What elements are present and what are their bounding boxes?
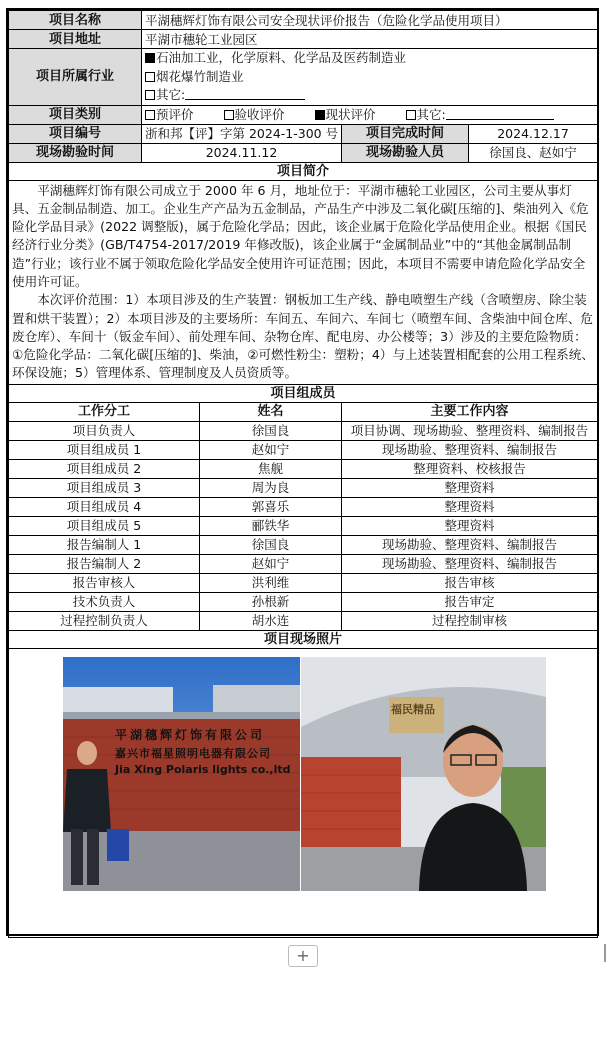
form-table: [8, 10, 598, 938]
other-blank-line: [185, 87, 305, 100]
member-duty: 过程控制审核: [342, 611, 598, 630]
member-role: 报告编制人 1: [9, 535, 200, 554]
member-name: 胡水连: [200, 611, 342, 630]
table-row: [9, 535, 598, 554]
industry-option-fireworks[interactable]: 烟花爆竹制造业: [145, 68, 594, 87]
member-duty: 报告审定: [342, 592, 598, 611]
member-role: 技术负责人: [9, 592, 200, 611]
other-blank-line: [446, 107, 554, 120]
category-option-current[interactable]: 现状评价: [315, 107, 376, 122]
member-duty: 整理资料: [342, 497, 598, 516]
project-address-label: 项目地址: [9, 30, 142, 49]
intro-text: [9, 180, 598, 384]
team-title: 项目组成员: [9, 384, 598, 402]
project-number: 浙和邦【评】字第 2024-1-300 号: [142, 124, 342, 143]
completion-time-label: 项目完成时间: [342, 124, 469, 143]
intro-paragraph-1: 平湖穗辉灯饰有限公司成立于 2000 年 6 月，地址位于：平湖市穗轮工业园区，公司主要从事灯具、五金制品制造、加工。企业生产产品为五金制品，产品生产中涉及二氧化碳[压缩的]、柴油列入《危险化学品目录》(2022 调整版)，属于危险化学品；因此，该企业属于危险化学品使用企业。根据《国民经济行业分类》(GB/T4754-2017/2019 年修改版)，该企业属于“金属制品业”中的“其他金属制品制造”行业；该行业不属于领取危险化学品安全使用许可证范围；因此，本项目不需要申请危险化学品安全使用许可证。: [12, 182, 589, 289]
survey-time: 2024.11.12: [142, 143, 342, 162]
table-row: [9, 497, 598, 516]
member-duty: 报告审核: [342, 573, 598, 592]
intro-title: 项目简介: [9, 162, 598, 180]
survey-staff-label: 现场勘验人员: [342, 143, 469, 162]
project-name: 平湖穗辉灯饰有限公司安全现状评价报告（危险化学品使用项目）: [142, 11, 598, 30]
member-role: 项目组成员 4: [9, 497, 200, 516]
category-option-other[interactable]: 其它:: [406, 107, 554, 122]
member-name: 赵如宁: [200, 554, 342, 573]
table-row: [9, 592, 598, 611]
industry-options: [142, 49, 598, 106]
checkbox-unchecked-icon: [406, 110, 416, 120]
site-photo-2-image: [301, 657, 546, 891]
checkbox-checked-icon: [315, 110, 325, 120]
checkbox-unchecked-icon: [145, 110, 155, 120]
table-row: [9, 516, 598, 535]
member-name: 赵如宁: [200, 440, 342, 459]
team-header-name: 姓名: [200, 402, 342, 421]
checkbox-unchecked-icon: [224, 110, 234, 120]
member-role: 过程控制负责人: [9, 611, 200, 630]
survey-time-label: 现场勘验时间: [9, 143, 142, 162]
checkbox-unchecked-icon: [145, 72, 155, 82]
table-row: [9, 478, 598, 497]
member-role: 项目组成员 3: [9, 478, 200, 497]
member-name: 周为良: [200, 478, 342, 497]
member-role: 报告审核人: [9, 573, 200, 592]
member-duty: 现场勘验、整理资料、编制报告: [342, 535, 598, 554]
site-photo-1: [63, 657, 300, 891]
member-name: 洪利维: [200, 573, 342, 592]
category-options: [142, 105, 598, 124]
evaluation-form: [6, 8, 599, 936]
member-name: 徐国良: [200, 421, 342, 440]
table-row: [9, 611, 598, 630]
project-name-label: 项目名称: [9, 11, 142, 30]
industry-label: 项目所属行业: [9, 49, 142, 106]
member-duty: 整理资料: [342, 478, 598, 497]
checkbox-unchecked-icon: [145, 90, 155, 100]
project-number-label: 项目编号: [9, 124, 142, 143]
photos-title: 项目现场照片: [9, 630, 598, 648]
table-row: [9, 421, 598, 440]
member-name: 焦舰: [200, 459, 342, 478]
industry-option-petrochemical[interactable]: 石油加工业，化学原料、化学品及医药制造业: [145, 49, 594, 68]
member-name: 郦铁华: [200, 516, 342, 535]
category-option-acceptance[interactable]: 验收评价: [224, 107, 285, 122]
category-option-pre[interactable]: 预评价: [145, 107, 194, 122]
project-address: 平湖市穗轮工业园区: [142, 30, 598, 49]
member-role: 项目负责人: [9, 421, 200, 440]
member-role: 项目组成员 2: [9, 459, 200, 478]
building-sign-text: 福民精品: [391, 702, 435, 716]
table-row: [9, 440, 598, 459]
member-duty: 项目协调、现场勘验、整理资料、编制报告: [342, 421, 598, 440]
member-duty: 整理资料、校核报告: [342, 459, 598, 478]
member-name: 郭喜乐: [200, 497, 342, 516]
table-row: [9, 573, 598, 592]
resize-handle[interactable]: [604, 944, 606, 962]
table-row: [9, 554, 598, 573]
table-row: [9, 459, 598, 478]
factory-sign-text-2: 嘉兴市福星照明电器有限公司: [115, 746, 271, 760]
intro-paragraph-2: 本次评价范围：1）本项目涉及的生产装置：钢板加工生产线、静电喷塑生产线（含喷塑房、除尘装置和烘干装置）；2）本项目涉及的主要场所：车间五、车间六、车间七（喷塑车间、含柴油中间仓库、危废仓库）、车间十（钣金车间）、前处理车间、杂物仓库、配电房、办公楼等；3）涉及的主要危险物质：①危险化学品：二氧化碳[压缩的]、柴油，②可燃性粉尘：塑粉；4）与上述装置相配套的公用工程系统、环保设施；5）管理体系、管理制度及人员资质等。: [12, 292, 594, 381]
team-header-role: 工作分工: [9, 402, 200, 421]
photos-area: [9, 648, 598, 937]
member-name: 徐国良: [200, 535, 342, 554]
member-duty: 整理资料: [342, 516, 598, 535]
site-photo-2: [301, 657, 546, 891]
member-role: 项目组成员 5: [9, 516, 200, 535]
checkbox-checked-icon: [145, 53, 155, 63]
survey-staff: 徐国良、赵如宁: [469, 143, 598, 162]
member-role: 项目组成员 1: [9, 440, 200, 459]
factory-sign-text-1: 平湖穗辉灯饰有限公司: [115, 727, 266, 742]
member-role: 报告编制人 2: [9, 554, 200, 573]
member-name: 孙根新: [200, 592, 342, 611]
add-section-button[interactable]: +: [288, 945, 318, 967]
category-label: 项目类别: [9, 105, 142, 124]
member-duty: 现场勘验、整理资料、编制报告: [342, 440, 598, 459]
factory-sign-text-3: Jia Xing Polaris lights co.,ltd: [115, 762, 291, 776]
completion-time: 2024.12.17: [469, 124, 598, 143]
industry-option-other[interactable]: 其它:: [145, 86, 594, 105]
member-duty: 现场勘验、整理资料、编制报告: [342, 554, 598, 573]
team-header-duty: 主要工作内容: [342, 402, 598, 421]
